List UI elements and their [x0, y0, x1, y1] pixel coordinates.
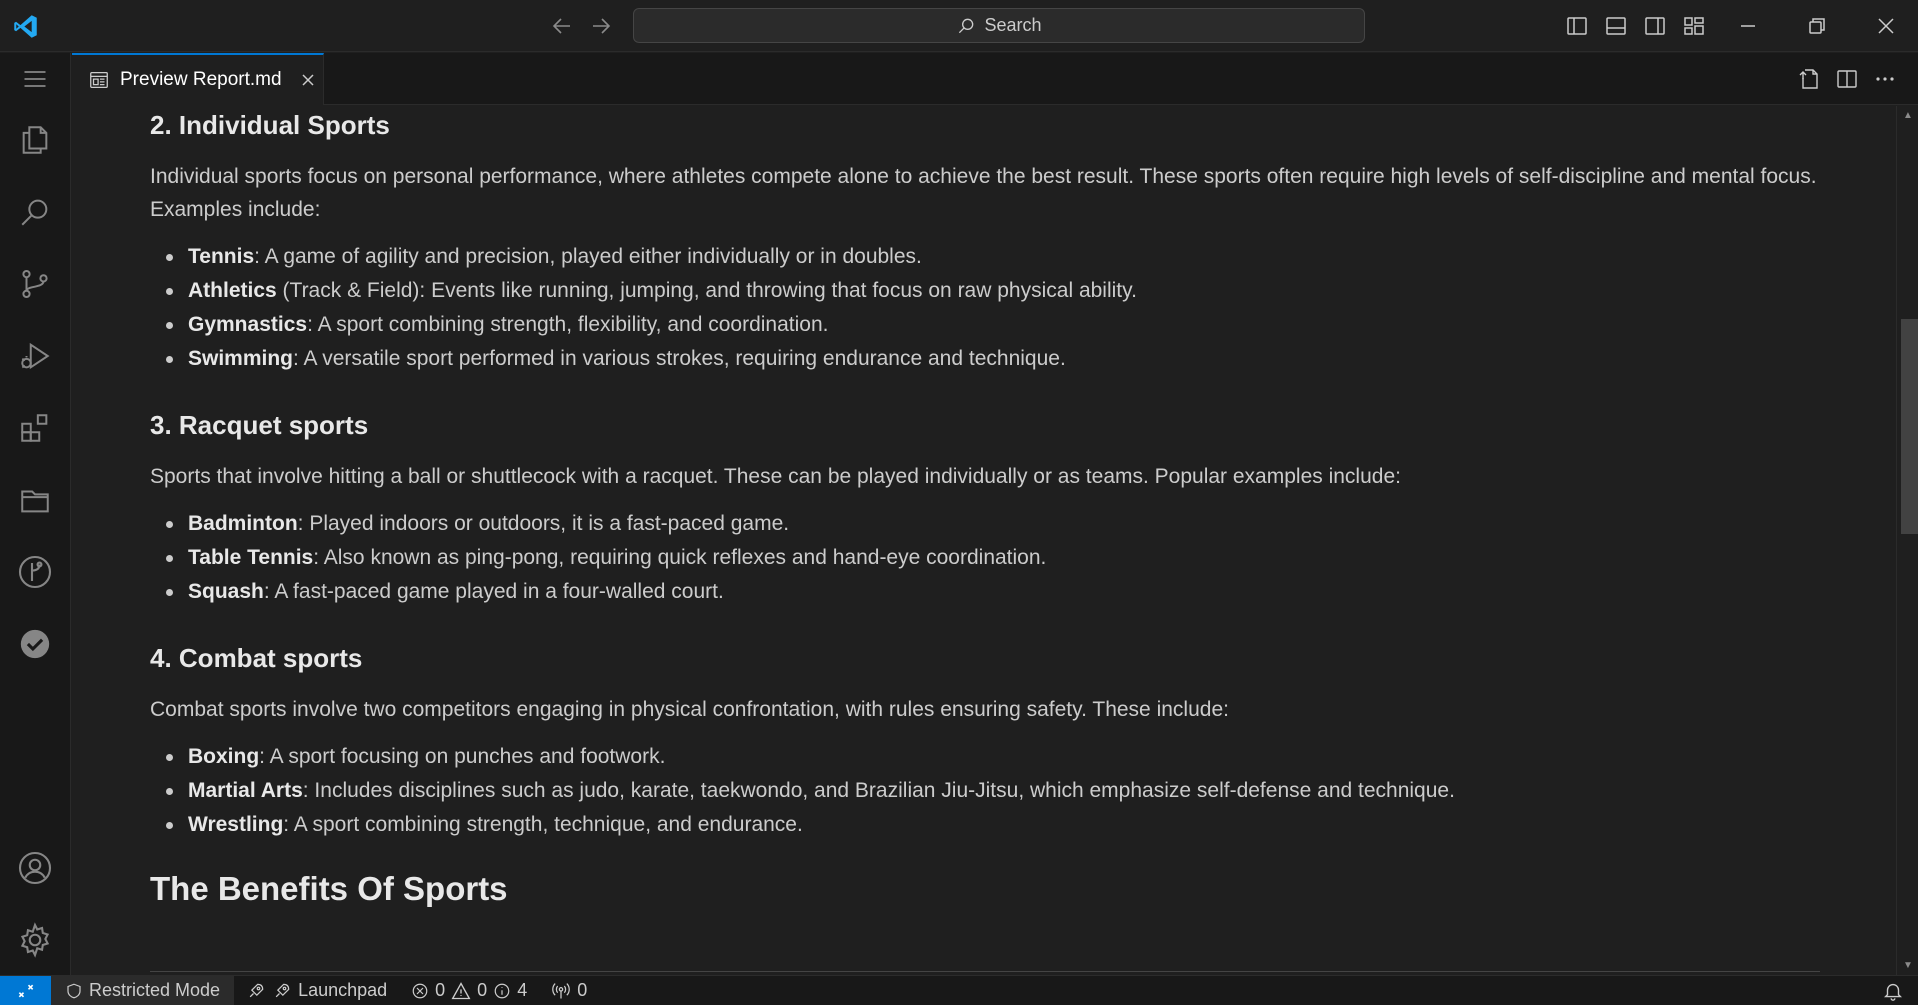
scroll-down-icon[interactable]: ▼: [1903, 960, 1913, 971]
list-item: Boxing: A sport focusing on punches and footwork.: [188, 740, 1890, 774]
status-bar: [0, 975, 1918, 1005]
more-actions-icon[interactable]: [1873, 67, 1897, 91]
search-label: Search: [984, 15, 1042, 35]
ports-count: 0: [577, 980, 588, 1000]
run-debug-icon[interactable]: [14, 335, 56, 377]
list-item: Badminton: Played indoors or outdoors, it is a fast-paced game.: [188, 507, 1890, 541]
warning-icon: [451, 981, 471, 1001]
heading-divider: [150, 971, 1820, 972]
ports-button[interactable]: [539, 976, 599, 1005]
manage-gear-icon[interactable]: [14, 919, 56, 961]
accounts-icon[interactable]: [14, 847, 56, 889]
warning-count: 0: [477, 980, 488, 1000]
scrollbar-thumb[interactable]: [1901, 319, 1918, 534]
markdown-preview: [72, 106, 1918, 975]
restore-icon[interactable]: [1805, 14, 1829, 38]
restricted-mode-label: Restricted Mode: [89, 980, 221, 1000]
list-item: Swimming: A versatile sport performed in various strokes, requiring endurance and technique.: [188, 342, 1890, 376]
list-item: Wrestling: A sport combining strength, technique, and endurance.: [188, 808, 1890, 842]
list-item: Squash: A fast-paced game played in a four-walled court.: [188, 575, 1890, 609]
source-control-icon[interactable]: [14, 263, 56, 305]
minimize-icon[interactable]: [1736, 14, 1760, 38]
shield-icon: [65, 982, 83, 1000]
title-bar: [0, 0, 1918, 52]
scroll-up-icon[interactable]: ▲: [1903, 110, 1913, 121]
problems-button[interactable]: [399, 976, 539, 1005]
restricted-mode-button[interactable]: [51, 976, 234, 1005]
menu-icon[interactable]: [14, 58, 56, 100]
preview-icon: [88, 69, 110, 91]
section-paragraph: Combat sports involve two competitors engaging in physical confrontation, with rules ensuring safety. These include:: [150, 698, 1229, 721]
rocket-icon: [246, 981, 266, 1001]
split-editor-icon[interactable]: [1835, 67, 1859, 91]
rocket-icon: [272, 981, 292, 1001]
info-count: 4: [517, 980, 528, 1000]
tab-title: Preview Report.md: [120, 69, 282, 90]
error-icon: [411, 982, 429, 1000]
close-window-icon[interactable]: [1874, 14, 1898, 38]
search-icon: [956, 16, 976, 36]
section-heading: 4. Combat sports: [150, 643, 363, 673]
section-heading: 3. Racquet sports: [150, 410, 369, 440]
preview-content: [150, 106, 1890, 905]
section-heading: 2. Individual Sports: [150, 110, 390, 140]
list-item: Athletics (Track & Field): Events like running, jumping, and throwing that focus on raw physical ability.: [188, 274, 1890, 308]
list-item: Martial Arts: Includes disciplines such as judo, karate, taekwondo, and Brazilian Jiu-Jitsu, which emphasize self-defense and technique.: [188, 774, 1890, 808]
extensions-icon[interactable]: [14, 407, 56, 449]
launchpad-label: Launchpad: [298, 980, 388, 1000]
explorer-icon[interactable]: [14, 119, 56, 161]
broadcast-icon: [551, 981, 571, 1001]
git-graph-icon[interactable]: [14, 551, 56, 593]
editor-tab-bar: [72, 53, 1918, 105]
benefits-heading: The Benefits Of Sports: [150, 870, 508, 907]
search-view-icon[interactable]: [14, 191, 56, 233]
list-item: Gymnastics: A sport combining strength, flexibility, and coordination.: [188, 308, 1890, 342]
vscode-logo-icon[interactable]: [12, 13, 39, 40]
error-count: 0: [435, 980, 446, 1000]
section-paragraph: Sports that involve hitting a ball or shuttlecock with a racquet. These can be played individually or as teams. Popular examples include:: [150, 465, 1401, 488]
toggle-panel-icon[interactable]: [1604, 14, 1628, 38]
info-icon: [493, 982, 511, 1000]
testing-icon[interactable]: [14, 623, 56, 665]
notifications-bell-icon[interactable]: [1882, 980, 1904, 1002]
bullet-list: [188, 507, 1890, 609]
vertical-scrollbar[interactable]: [1896, 106, 1918, 975]
launchpad-button[interactable]: [234, 976, 399, 1005]
command-center-search[interactable]: [633, 8, 1365, 43]
list-item: Tennis: A game of agility and precision, played either individually or in doubles.: [188, 240, 1890, 274]
remote-icon: [16, 981, 36, 1001]
list-item: Table Tennis: Also known as ping-pong, requiring quick reflexes and hand-eye coordination.: [188, 541, 1890, 575]
open-source-icon[interactable]: [1797, 67, 1821, 91]
toggle-secondary-sidebar-icon[interactable]: [1643, 14, 1667, 38]
toggle-primary-sidebar-icon[interactable]: [1565, 14, 1589, 38]
remote-explorer-icon[interactable]: [14, 479, 56, 521]
tab-preview-report[interactable]: [72, 53, 324, 105]
close-tab-icon[interactable]: [298, 70, 318, 90]
go-back-icon[interactable]: [550, 14, 574, 38]
customize-layout-icon[interactable]: [1682, 14, 1706, 38]
go-forward-icon[interactable]: [589, 14, 613, 38]
bullet-list: [188, 740, 1890, 842]
section-paragraph: Individual sports focus on personal performance, where athletes compete alone to achieve the best result. These sports often require high levels of self-discipline and mental focus. Examples include:: [150, 165, 1817, 221]
remote-indicator[interactable]: [0, 976, 51, 1005]
bullet-list: [188, 240, 1890, 376]
activity-bar: [0, 53, 71, 975]
